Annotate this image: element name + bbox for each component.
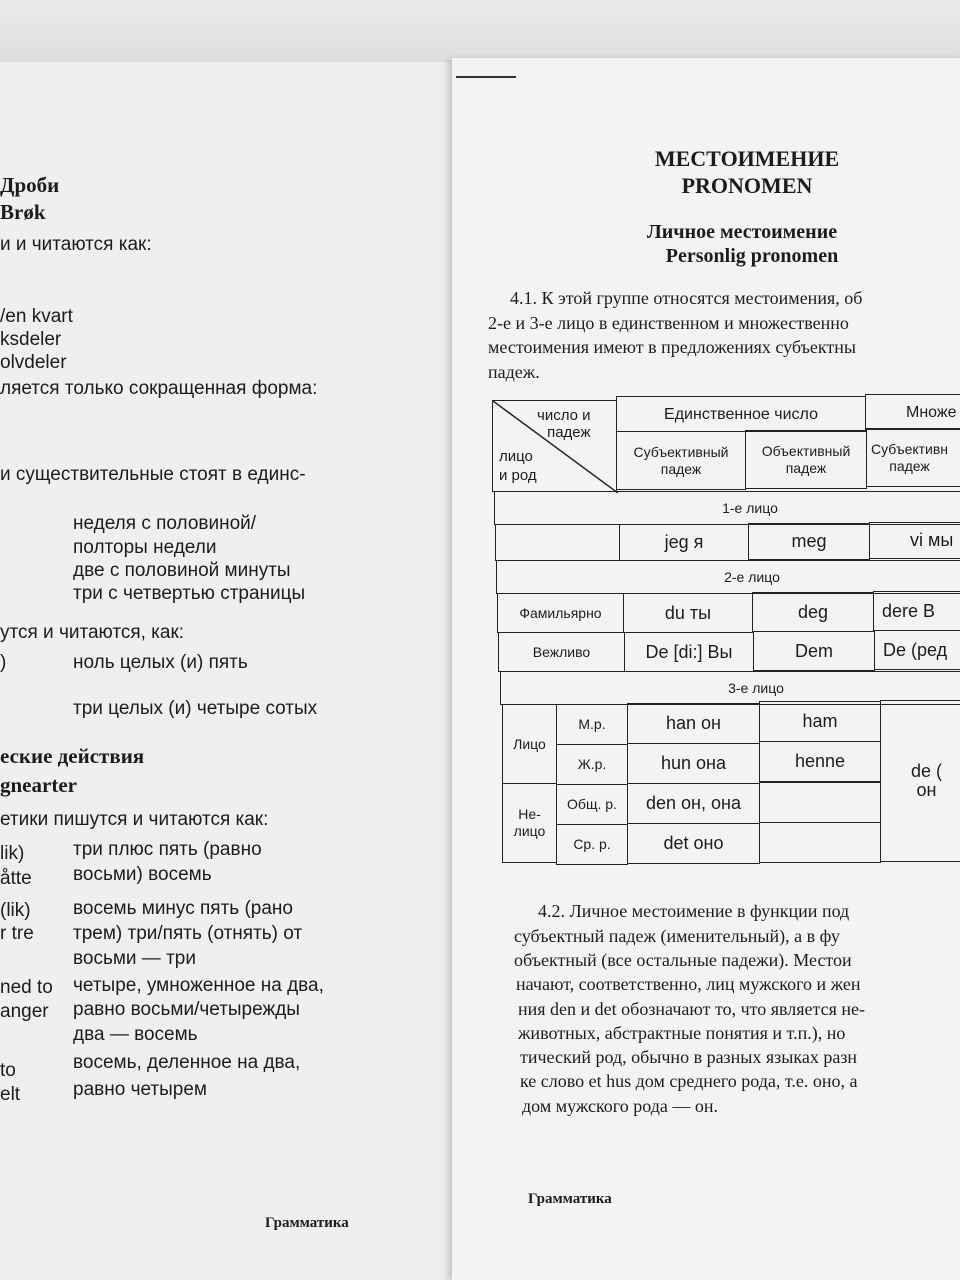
singular-note: и существительные стоят в единс- — [0, 464, 306, 485]
polite-label: Вежливо — [498, 632, 625, 672]
paragraph-line: ния den и det обозначают то, что является не- — [518, 999, 866, 1019]
arith-reading: трем) три/пять (отнять) от — [73, 923, 303, 944]
common-label: Общ. р. — [556, 784, 628, 825]
arith-intro: етики пишутся и читаются как: — [0, 809, 269, 830]
arith-reading: четыре, умноженное на два, — [73, 975, 324, 996]
corner-label-top: число и падеж — [537, 407, 591, 441]
arith-term: to — [0, 1060, 16, 1081]
paragraph-line: 2-е и 3-е лицо в единственном и множественно — [488, 313, 849, 333]
header-plural: Множе — [865, 394, 960, 430]
paragraph-line: животных, абстрактные понятия и т.п.), но — [518, 1023, 846, 1043]
decimal-line: ноль целых (и) пять — [73, 652, 248, 673]
arith-term: anger — [0, 1001, 49, 1022]
fraction-line: две с половиной минуты — [73, 560, 291, 581]
familiar-subj: du ты — [623, 593, 753, 633]
right-page — [452, 58, 960, 1280]
pronoun-table — [492, 388, 960, 883]
section-title-no: Personlig pronomen — [665, 245, 839, 267]
fraction-line: три с четвертью страницы — [73, 583, 306, 604]
section-heading-no: gnearter — [0, 773, 77, 797]
fem-label: Ж.р. — [556, 744, 628, 785]
arith-term: r tre — [0, 923, 34, 944]
neuter-subj: det оно — [627, 823, 760, 864]
arith-term: (lik) — [0, 900, 31, 921]
arith-reading: восемь, деленное на два, — [73, 1052, 301, 1073]
masc-subj: han он — [627, 703, 760, 744]
polite-subj: De [di:] Вы — [624, 632, 754, 672]
paragraph-line: 4.2. Личное местоимение в функции под — [538, 901, 850, 921]
arith-reading: два — восемь — [73, 1024, 198, 1045]
paragraph-line: субъектный падеж (именительный), а в фу — [514, 926, 840, 946]
left-heading-ru: Дроби — [0, 173, 60, 197]
familiar-plural: dere B — [873, 591, 960, 631]
section-heading-ru: еские действия — [0, 744, 145, 768]
arith-reading: восемь минус пять (рано — [73, 898, 293, 919]
first-subj: jeg я — [619, 524, 749, 561]
paragraph-line: падеж. — [488, 362, 540, 382]
fraction-line: неделя с половиной/ — [73, 513, 257, 534]
paragraph-line: тический род, обычно в разных языках разн — [520, 1047, 858, 1067]
header-subjective: Субъективный падеж — [616, 431, 746, 490]
corner-label-bottom: лицо и род — [499, 448, 537, 484]
paragraph-line: объектный (все остальные падежи). Местои — [514, 950, 852, 970]
common-obj — [759, 782, 881, 823]
neuter-label: Ср. р. — [556, 824, 628, 865]
first-person-label — [495, 524, 620, 561]
masc-label: М.р. — [556, 704, 628, 745]
paragraph-line: местоимения имеют в предложениях субъектны — [488, 337, 857, 357]
example-line: olvdeler — [0, 352, 67, 373]
arith-reading: равно восьми/четырежды — [73, 999, 300, 1020]
first-plural: vi мы — [869, 522, 960, 559]
fraction-line: полторы недели — [73, 537, 217, 558]
arith-term: lik) — [0, 843, 25, 864]
arith-reading: восьми) восемь — [73, 864, 212, 885]
familiar-label: Фамильярно — [497, 593, 624, 633]
third-plural: de ( он — [880, 700, 960, 862]
left-intro: и и читаются как: — [0, 234, 152, 255]
short-form-note: ляется только сокращенная форма: — [0, 378, 318, 399]
paragraph-line: 4.1. К этой группе относятся местоимения, об — [510, 288, 863, 308]
example-line: ksdeler — [0, 329, 62, 350]
paragraph-line: начают, соответственно, лиц мужского и жен — [516, 974, 861, 994]
arith-term: åtte — [0, 868, 32, 889]
row-third-person: 3-е лицо — [500, 671, 960, 705]
header-objective: Объективный падеж — [745, 430, 867, 489]
paragraph-line: ке слово et hus дом среднего рода, т.е. оно, а — [520, 1071, 858, 1091]
section-title-ru: Личное местоимение — [646, 221, 838, 243]
left-page — [0, 62, 468, 1280]
header-subjective-plural: Субъективн падеж — [866, 428, 960, 487]
fem-obj: henne — [759, 741, 881, 782]
masc-obj: ham — [759, 701, 881, 742]
nonperson-label: Не- лицо — [502, 783, 557, 863]
arith-reading: равно четырем — [73, 1079, 207, 1100]
chapter-title-ru: МЕСТОИМЕНИЕ — [654, 146, 840, 171]
arith-reading: три плюс пять (равно — [73, 839, 262, 860]
row-first-person: 1-е лицо — [494, 491, 960, 525]
decimal-mark: ) — [0, 652, 7, 673]
paragraph-line: дом мужского рода — он. — [522, 1096, 718, 1116]
right-footer: Грамматика — [528, 1191, 612, 1207]
polite-obj: Dem — [753, 631, 875, 671]
polite-plural: De (ред — [874, 630, 960, 670]
neuter-obj — [759, 822, 881, 863]
familiar-obj: deg — [752, 592, 874, 632]
header-singular: Единственное число — [616, 396, 866, 432]
left-footer: Грамматика — [265, 1215, 349, 1231]
arith-term: ned to — [0, 977, 53, 998]
page-rule — [456, 76, 516, 78]
common-subj: den он, она — [627, 783, 760, 824]
decimal-line: три целых (и) четыре сотых — [73, 698, 318, 719]
table-corner — [492, 400, 617, 492]
arith-term: elt — [0, 1084, 21, 1105]
decimal-intro: утся и читаются, как: — [0, 622, 185, 643]
fem-subj: hun она — [627, 743, 760, 784]
chapter-title-no: PRONOMEN — [681, 173, 813, 198]
first-obj: meg — [748, 523, 870, 560]
arith-reading: восьми — три — [73, 948, 196, 969]
left-heading-no: Brøk — [0, 200, 46, 224]
person-label: Лицо — [502, 704, 557, 784]
row-second-person: 2-е лицо — [496, 560, 960, 594]
example-line: /en kvart — [0, 306, 73, 327]
